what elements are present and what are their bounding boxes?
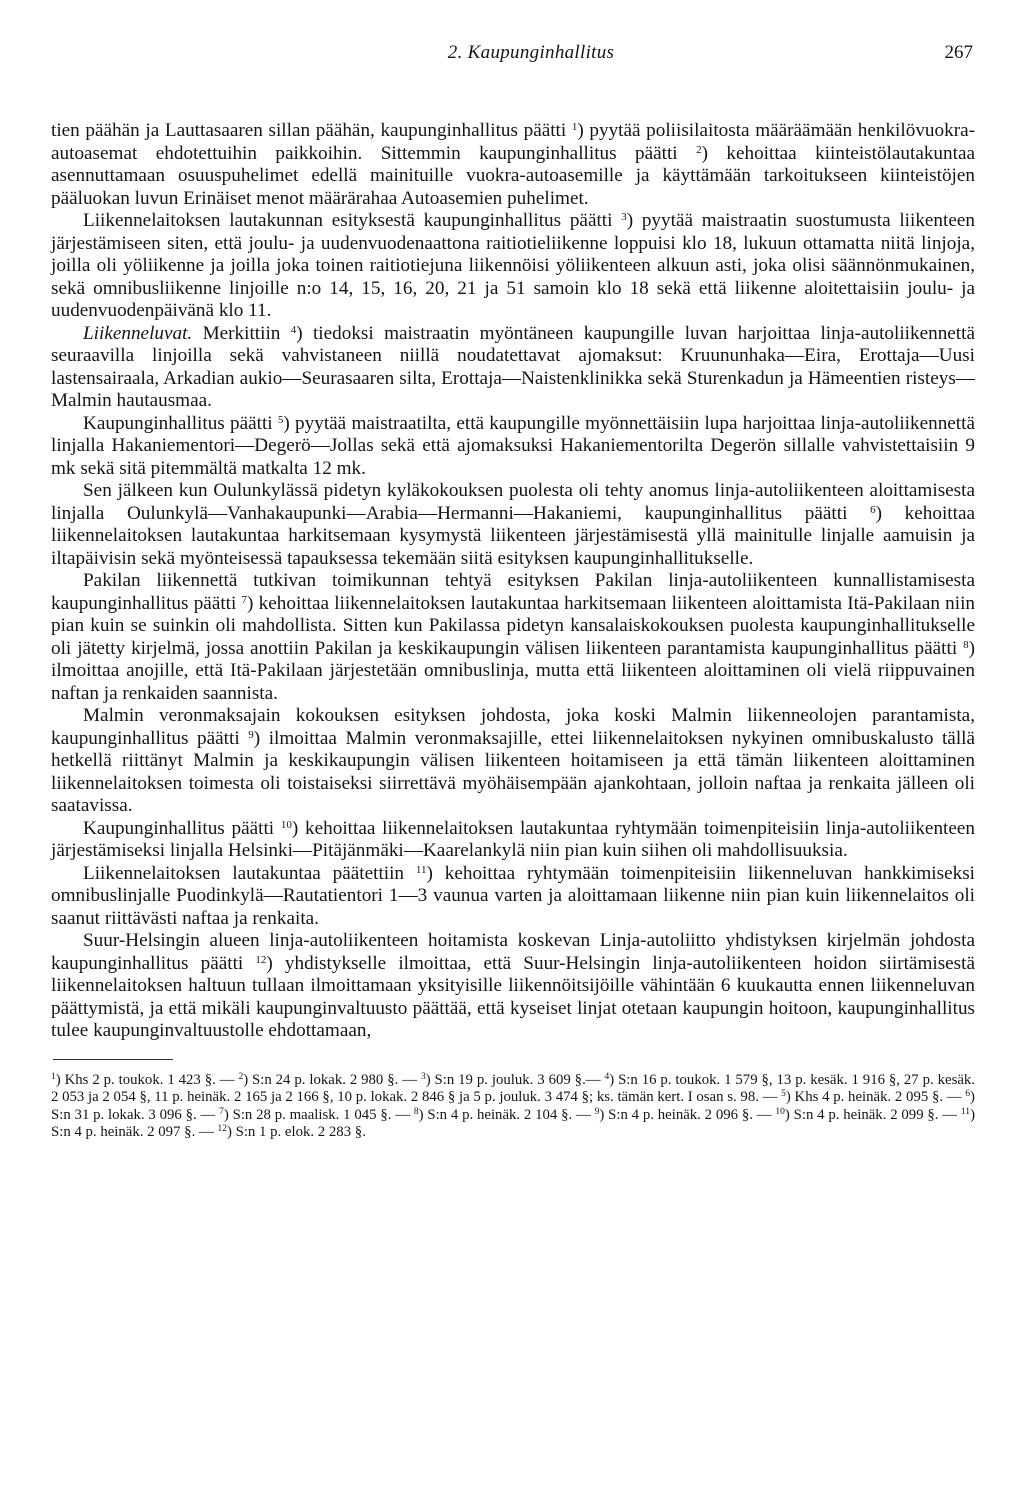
text-run: Liikennelaitoksen lautakunnan esityksestä kaupunginhallitus päätti: [83, 210, 622, 231]
text-run: ) kehoittaa liikennelaitoksen lautakuntaa harkitsemaan kysymystä liikenteen järjestämisestä yllä mainitulle linjalle aamuisin ja iltapäivisin sekä myönteisessä tapauksessa tekemään siitä esityksen kaupunginhallitukselle.: [51, 502, 975, 569]
text-run: ) ilmoittaa anojille, että Itä-Pakilaan järjestetään omnibuslinja, mutta että liikenteen aloittaminen oli vielä riippuvainen naftan ja renkaiden saannista.: [51, 637, 975, 704]
footnote-divider: [53, 1059, 173, 1060]
text-run: ) kehoittaa liikennelaitoksen lautakuntaa harkitsemaan liikenteen aloittamista Itä-Pakilaan niin pian kuin se suinkin oli mahdollista. Sitten kun Pakilassa pidetyn kansalaiskokouksen puolesta kaupunginhallitukselle oli jätetty kirjelmä, jossa anottiin Pakilan ja keskikaupungin välisen liikenteen parantamista kaupunginhallitus päätti: [51, 592, 975, 659]
text-run: ) S:n 4 p. heinäk. 2 104 §. —: [418, 1106, 595, 1123]
footnote-ref: 4: [604, 1071, 610, 1082]
text-run: ) Khs 4 p. heinäk. 2 095 §. —: [785, 1089, 966, 1105]
paragraph: [51, 863, 975, 931]
text-run: ) tiedoksi maistraatin myöntäneen kaupungille luvan harjoittaa linja-autoliikennettä seuraavilla linjoilla sekä vahvistaneen niillä noudatettavat ajomaksut: Kruununhaka—Eira, Erottaja—Uusi lastensairaala, Arkadian aukio—Seurasaaren silta, Erottaja—Naistenklinikka sekä Sturenkadun ja Hämeentien risteys—Malmin hautausmaa.: [51, 322, 975, 411]
footnote-ref: 5: [781, 1089, 786, 1099]
text-run: ) S:n 16 p. toukok. 1 579 §, 13 p. kesäk. 1 916 §, 27 p. kesäk. 2 053 ja 2 054 §, 11 p. heinäk. 2 165 ja 2 166 §, 10 p. lokak. 2 846 § ja 5 p. jouluk. 3 474 §; ks. tämän kert. I osan s. 98. —: [51, 1071, 975, 1105]
footnote-ref: 1: [51, 1071, 56, 1082]
footnote-ref: 12: [255, 953, 267, 966]
body-text: [51, 120, 975, 1043]
text-run: ) kehoittaa ryhtymään toimenpiteisiin liikenneluvan hankkimiseksi omnibuslinjalle Puodinkylä—Rautatientori 1—3 vaunua varten ja aloittamaan liikenne niin pian kuin liikennelaitos oli saanut riittävästi naftaa ja renkaita.: [51, 862, 976, 929]
text-run: ) S:n 4 p. heinäk. 2 096 §. —: [599, 1106, 776, 1123]
paragraph: [51, 818, 975, 863]
footnote-ref: 3: [420, 1071, 426, 1082]
footnote-ref: 9: [248, 728, 254, 741]
footnote-paragraph: [51, 1072, 975, 1142]
text-run: ) pyytää maistraatilta, että kaupungille myönnettäisiin lupa harjoittaa linja-autoliikennettä linjalla Hakaniementori—Degerö—Jollas sekä että ajomaksuksi Hakaniementorilta Degerön sillalle vahvistettaisiin 9 mk sekä sitä pitemmältä matkalta 12 mk.: [51, 412, 975, 479]
paragraph: [51, 930, 975, 1043]
text-run: ) S:n 4 p. heinäk. 2 097 §. —: [51, 1106, 975, 1140]
paragraph: [51, 210, 975, 323]
section-heading: Liikenneluvat.: [83, 322, 193, 344]
footnote-ref: 4: [290, 323, 297, 336]
footnote-ref: 2: [696, 143, 702, 156]
text-run: ) S:n 31 p. lokak. 3 096 §. —: [51, 1089, 975, 1123]
text-run: ) Khs 2 p. toukok. 1 423 §. —: [55, 1071, 239, 1088]
text-run: Malmin veronmaksajain kokouksen esityksen johdosta, joka koski Malmin liikenneolojen parantamista, kaupunginhallitus päätti: [51, 705, 975, 749]
text-run: Suur-Helsingin alueen linja-autoliikenteen hoitamista koskevan Linja-autoliitto yhdistyksen kirjelmän johdosta kaupunginhallitus päätti: [51, 930, 975, 974]
footnote-ref: 12: [217, 1124, 227, 1134]
text-run: Merkittiin: [192, 322, 291, 344]
text-run: ) kehoittaa kiinteistölautakuntaa asennuttamaan osuuspuhelimet edellä mainituille vuokra-autoasemille ja käyttämään tarkoitukseen kiinteistöjen pääluokan luvun Erinäiset menot määrärahaa Autoasemien puhelimet.: [51, 142, 975, 209]
text-run: ) S:n 4 p. heinäk. 2 099 §. —: [784, 1106, 961, 1123]
footnote-ref: 7: [219, 1106, 224, 1117]
text-run: ) S:n 24 p. lokak. 2 980 §. —: [243, 1071, 421, 1088]
paragraph: [51, 705, 975, 818]
footnote-ref: 6: [870, 503, 876, 516]
text-run: ) kehoittaa liikennelaitoksen lautakuntaa ryhtymään toimenpiteisiin linja-autoliikenteen järjestämiseksi linjalla Helsinki—Pitäjänmäki—Kaarelankylä niin pian kuin siihen oli mahdollisuuksia.: [51, 817, 975, 861]
paragraph: [51, 120, 975, 210]
footnotes: [51, 1072, 975, 1142]
footnote-ref: 11: [960, 1106, 971, 1117]
text-run: Liikennelaitoksen lautakuntaa päätettiin: [83, 862, 416, 884]
chapter-title: 2. Kaupunginhallitus: [447, 42, 615, 63]
text-run: Kaupunginhallitus päätti: [83, 412, 278, 434]
footnote-ref: 8: [413, 1106, 419, 1117]
text-run: Kaupunginhallitus päätti: [83, 817, 281, 839]
footnote-ref: 6: [965, 1089, 971, 1099]
text-run: ) S:n 19 p. jouluk. 3 609 §.—: [425, 1071, 605, 1088]
text-run: Sen jälkeen kun Oulunkylässä pidetyn kyläkokouksen puolesta oli tehty anomus linja-autoliikenteen aloittamisesta linjalla Oulunkylä—Vanhakaupunki—Arabia—Hermanni—Hakaniemi, kaupunginhallitus päätti: [51, 480, 975, 524]
footnote-ref: 7: [241, 593, 248, 606]
text-run: ) ilmoittaa Malmin veronmaksajille, ettei liikennelaitoksen nykyinen omnibuskalusto tällä hetkellä riittänyt Malmin ja keskikaupungin välisen liikenteen hoitamiseen ja että tämän liikenteen aloittaminen liikennelaitoksen toimesta oli toistaiseksi siirrettävä myöhäisempään ajankohtaan, jolloin naftaa ja renkaita jälleen oli saatavissa.: [51, 727, 975, 816]
page-number: 267: [944, 42, 973, 63]
text-run: tien päähän ja Lauttasaaren sillan päähän, kaupunginhallitus päätti: [51, 120, 572, 141]
text-run: Pakilan liikennettä tutkivan toimikunnan tehtyä esityksen Pakilan linja-autoliikenteen kunnallistamisesta kaupunginhallitus päätti: [51, 570, 975, 614]
footnote-ref: 8: [963, 638, 969, 651]
footnote-ref: 11: [415, 863, 427, 876]
paragraph: [51, 480, 975, 570]
document-page: [51, 36, 975, 1142]
text-run: ) pyytää maistraatin suostumusta liikenteen järjestämiseen siten, että joulu- ja uudenvuodenaattona raitiotieliikenne loppuisi klo 18, lukuun ottamatta niitä linjoja, joilla oli yöliikenne ja joilla joka toinen raitiotiejuna liikennöisi yöliikenteen alkuun asti, joka olisi säännönmukainen, sekä omnibusliikenne linjoille n:o 14, 15, 16, 20, 21 ja 51 samoin klo 18 sekä että liikenne aloitettaisiin joulu- ja uudenvuodenpäivänä klo 11.: [51, 210, 975, 321]
footnote-ref: 5: [277, 413, 284, 426]
text-run: ) pyytää poliisilaitosta määräämään henkilövuokra-autoasemat ehdotettuihin paikkoihin. Sittemmin kaupunginhallitus päätti: [51, 120, 975, 164]
footnote-ref: 3: [621, 211, 627, 223]
footnote-ref: 10: [280, 818, 292, 831]
text-run: ) S:n 28 p. maalisk. 1 045 §. —: [223, 1106, 414, 1123]
paragraph: [51, 323, 975, 413]
footnote-ref: 2: [238, 1071, 244, 1082]
paragraph: [51, 413, 975, 481]
footnote-ref: 1: [571, 121, 578, 133]
footnote-ref: 10: [775, 1106, 785, 1117]
footnote-ref: 9: [594, 1106, 600, 1117]
running-header: [51, 36, 975, 68]
text-run: ) S:n 1 p. elok. 2 283 §.: [226, 1124, 366, 1140]
text-run: ) yhdistykselle ilmoittaa, että Suur-Helsingin linja-autoliikenteen hoidon siirtämisestä liikennelaitoksen haltuun tullaan ilmoittamaan yksityisille liikennöitsijöille vähintään 6 kuukautta ennen liikenneluvan päättymistä, ja että mikäli kaupunginvaltuusto päättää, että kyseiset linjat otetaan kaupungin hoitoon, kaupunginhallitus tulee kaupunginvaltuustolle ehdottamaan,: [51, 952, 975, 1041]
paragraph: [51, 570, 975, 705]
